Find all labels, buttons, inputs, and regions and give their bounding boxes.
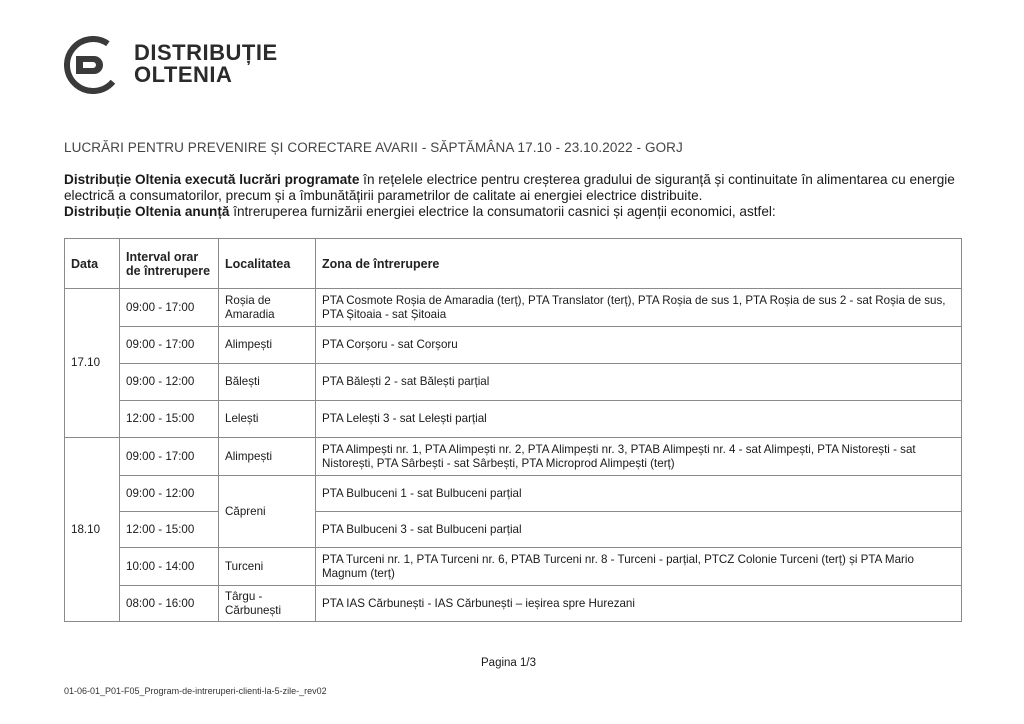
header-date: Data — [65, 239, 120, 289]
page-number: Pagina 1/3 — [481, 657, 536, 669]
logo-line-2: OLTENIA — [134, 62, 233, 87]
zone-cell: PTA Alimpești nr. 1, PTA Alimpești nr. 2, PTA Alimpești nr. 3, PTAB Alimpești nr. 4 - sat Alimpești, PTA Nistorești - sat Nistorești, PTA Sârbești - sat Sârbești, PTA Microprod Alimpești (terț) — [316, 438, 962, 476]
locality-cell: Căpreni — [219, 476, 316, 548]
intro-paragraph-2 — [64, 204, 964, 220]
interval-cell: 09:00 - 12:00 — [120, 476, 219, 512]
intro-2-rest: întreruperea furnizării energiei electrice la consumatorii casnici și agenții economici, astfel: — [229, 204, 776, 219]
table-row — [65, 512, 962, 548]
table-row — [65, 476, 962, 512]
intro-1-rest: în rețelele electrice pentru creșterea gradului de siguranță și continuitate în alimentarea cu energie electrică a consumatorilor, precum și a îmbunătățirii parametrilor de calitate ai energiei electrice distribuite. — [64, 172, 955, 203]
zone-cell: PTA IAS Cărbunești - IAS Cărbunești – ieșirea spre Hurezani — [316, 586, 962, 622]
zone-cell: PTA Cosmote Roșia de Amaradia (terț), PTA Translator (terț), PTA Roșia de sus 1, PTA Roșia de sus 2 - sat Roșia de sus, PTA Șitoaia - sat Șitoaia — [316, 289, 962, 327]
intro-1-bold: Distribuție Oltenia execută lucrări programate — [64, 172, 360, 187]
interval-cell: 12:00 - 15:00 — [120, 512, 219, 548]
outage-schedule-table — [64, 238, 962, 622]
table-row — [65, 364, 962, 401]
locality-cell: Târgu - Cărbunești — [219, 586, 316, 622]
zone-cell: PTA Turceni nr. 1, PTA Turceni nr. 6, PTAB Turceni nr. 8 - Turceni - parțial, PTCZ Colonie Turceni (terț) și PTA Mario Magnum (terț) — [316, 548, 962, 586]
locality-cell: Alimpești — [219, 438, 316, 476]
zone-cell: PTA Bulbuceni 1 - sat Bulbuceni parțial — [316, 476, 962, 512]
date-cell: 17.10 — [65, 289, 120, 438]
locality-cell: Alimpești — [219, 327, 316, 364]
zone-cell: PTA Lelești 3 - sat Lelești parțial — [316, 401, 962, 438]
zone-cell: PTA Bulbuceni 3 - sat Bulbuceni parțial — [316, 512, 962, 548]
logo-text — [134, 42, 278, 86]
interval-cell: 09:00 - 17:00 — [120, 327, 219, 364]
table-row — [65, 548, 962, 586]
locality-cell: Lelești — [219, 401, 316, 438]
intro-paragraph-1 — [64, 172, 964, 204]
intro-2-bold: Distribuție Oltenia anunță — [64, 204, 230, 219]
table-row — [65, 327, 962, 364]
table-row — [65, 586, 962, 622]
distributie-oltenia-logo-icon — [64, 36, 124, 94]
table-header-row — [65, 239, 962, 289]
interval-cell: 12:00 - 15:00 — [120, 401, 219, 438]
interval-cell: 10:00 - 14:00 — [120, 548, 219, 586]
locality-cell: Bălești — [219, 364, 316, 401]
table-row — [65, 438, 962, 476]
header-interval: Interval orar de întrerupere — [120, 239, 219, 289]
interval-cell: 09:00 - 12:00 — [120, 364, 219, 401]
zone-cell: PTA Corșoru - sat Corșoru — [316, 327, 962, 364]
document-title: LUCRĂRI PENTRU PREVENIRE ȘI CORECTARE AVARII - SĂPTĂMÂNA 17.10 - 23.10.2022 - GORJ — [64, 140, 683, 155]
intro-text — [64, 172, 964, 220]
logo-line-1: DISTRIBUȚIE — [134, 40, 278, 65]
header-zone: Zona de întrerupere — [316, 239, 962, 289]
header-locality: Localitatea — [219, 239, 316, 289]
interval-cell: 09:00 - 17:00 — [120, 438, 219, 476]
table-row — [65, 289, 962, 327]
interval-cell: 09:00 - 17:00 — [120, 289, 219, 327]
company-logo — [64, 34, 278, 94]
locality-cell: Turceni — [219, 548, 316, 586]
document-code: 01-06-01_P01-F05_Program-de-intreruperi-clienti-la-5-zile-_rev02 — [64, 686, 327, 696]
date-cell: 18.10 — [65, 438, 120, 622]
table-row — [65, 401, 962, 438]
interval-cell: 08:00 - 16:00 — [120, 586, 219, 622]
locality-cell: Roșia de Amaradia — [219, 289, 316, 327]
zone-cell: PTA Bălești 2 - sat Bălești parțial — [316, 364, 962, 401]
